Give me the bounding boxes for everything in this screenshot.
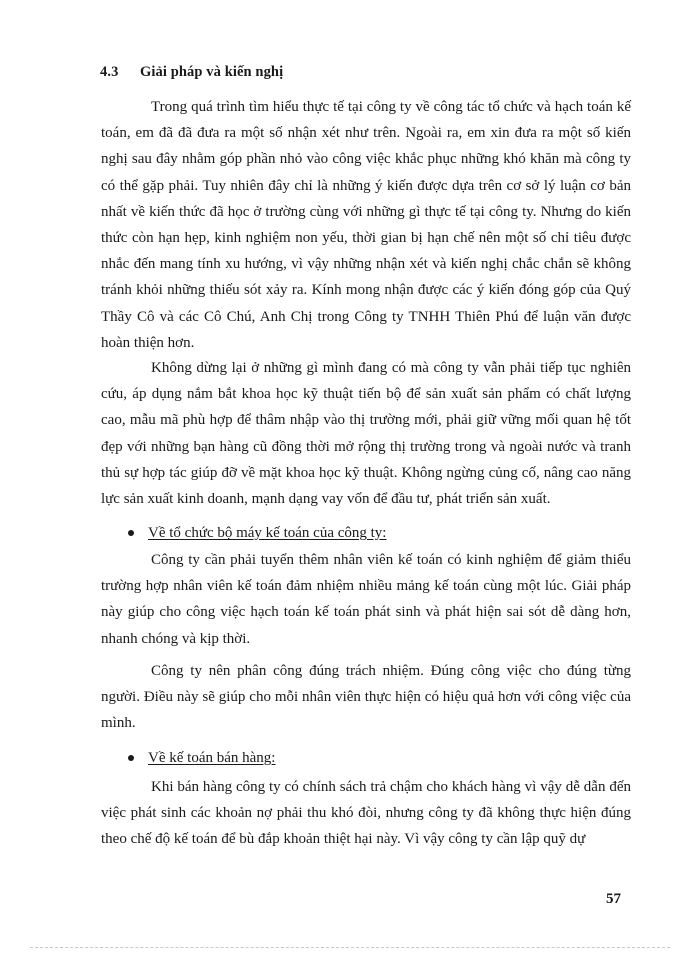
bullet-dot-icon [128,755,134,761]
paragraph-assignment: Công ty nên phân công đúng trách nhiệm. Đúng công việc cho đúng từng người. Điều này sẽ giúp cho mỗi nhân viên thực hiện có hiệu quả hơn với công việc của mình. [101,663,631,732]
section-number: 4.3 [100,64,119,80]
bullet-accounting-organization [128,523,386,543]
paragraph-receivables: Khi bán hàng công ty có chính sách trả chậm cho khách hàng vì vậy dễ dẫn đến việc phát sinh các khoản nợ phải thu khó đòi, nhưng công ty đã không thực hiện đúng theo chế độ kế toán để bù đắp khoản thiệt hại này. Vì vậy công ty cần lập quỹ dự [101,779,631,848]
section-title: Giải pháp và kiến nghị [140,64,284,80]
bullet-label: Về tổ chức bộ máy kế toán của công ty: [148,525,387,541]
bullet-label: Về kế toán bán hàng: [148,750,276,766]
bullet-dot-icon [128,530,134,536]
footer-divider [30,947,670,948]
page-number: 57 [606,891,621,907]
paragraph-development: Không dừng lại ở những gì mình đang có mà công ty vẫn phải tiếp tục nghiên cứu, áp dụng nắm bắt khoa học kỹ thuật tiến bộ để sản xuất sản phẩm có chất lượng cao, mẫu mã phù hợp để thâm nhập vào thị trường mới, phải giữ vững mối quan hệ tốt đẹp với những bạn hàng cũ đồng thời mở rộng thị trường trong và ngoài nước và tranh thủ sự hợp tác giúp đỡ về mặt khoa học kỹ thuật. Không ngừng củng cố, nâng cao năng lực sản xuất kinh doanh, mạnh dạng vay vốn để đầu tư, phát triển sản xuất. [101,360,631,508]
bullet-sales-accounting [128,748,275,768]
section-heading [100,64,283,81]
paragraph-hiring: Công ty cần phải tuyển thêm nhân viên kế toán có kinh nghiệm để giảm thiểu trường hợp nhân viên kế toán đảm nhiệm nhiều mảng kế toán cùng một lúc. Giải pháp này giúp cho công việc hạch toán kế toán phát sinh và phát hiện sai sót dễ dàng hơn, nhanh chóng và kịp thời. [101,552,631,647]
paragraph-intro: Trong quá trình tìm hiểu thực tế tại công ty về công tác tổ chức và hạch toán kế toán, em đã đã đưa ra một số nhận xét như trên. Ngoài ra, em xin đưa ra một số kiến nghị sau đây nhằm góp phần nhỏ vào công việc khắc phục những khó khăn mà công ty có thể gặp phải. Tuy nhiên đây chỉ là những ý kiến được dựa trên cơ sở lý luận cơ bản nhất về kiến thức đã học ở trường cùng với những gì thực tế tại công ty. Nhưng do kiến thức còn hạn hẹp, kinh nghiệm non yếu, thời gian bị hạn chế nên một số chỉ tiêu được nhắc đến mang tính xu hướng, vì vậy những nhận xét và kiến nghị chắc chắn sẽ không tránh khỏi những thiếu sót xảy ra. Kính mong nhận được các ý kiến đóng góp của Quý Thầy Cô và các Cô Chú, Anh Chị trong Công ty TNHH Thiên Phú để luận văn được hoàn thiện hơn. [101,99,631,351]
